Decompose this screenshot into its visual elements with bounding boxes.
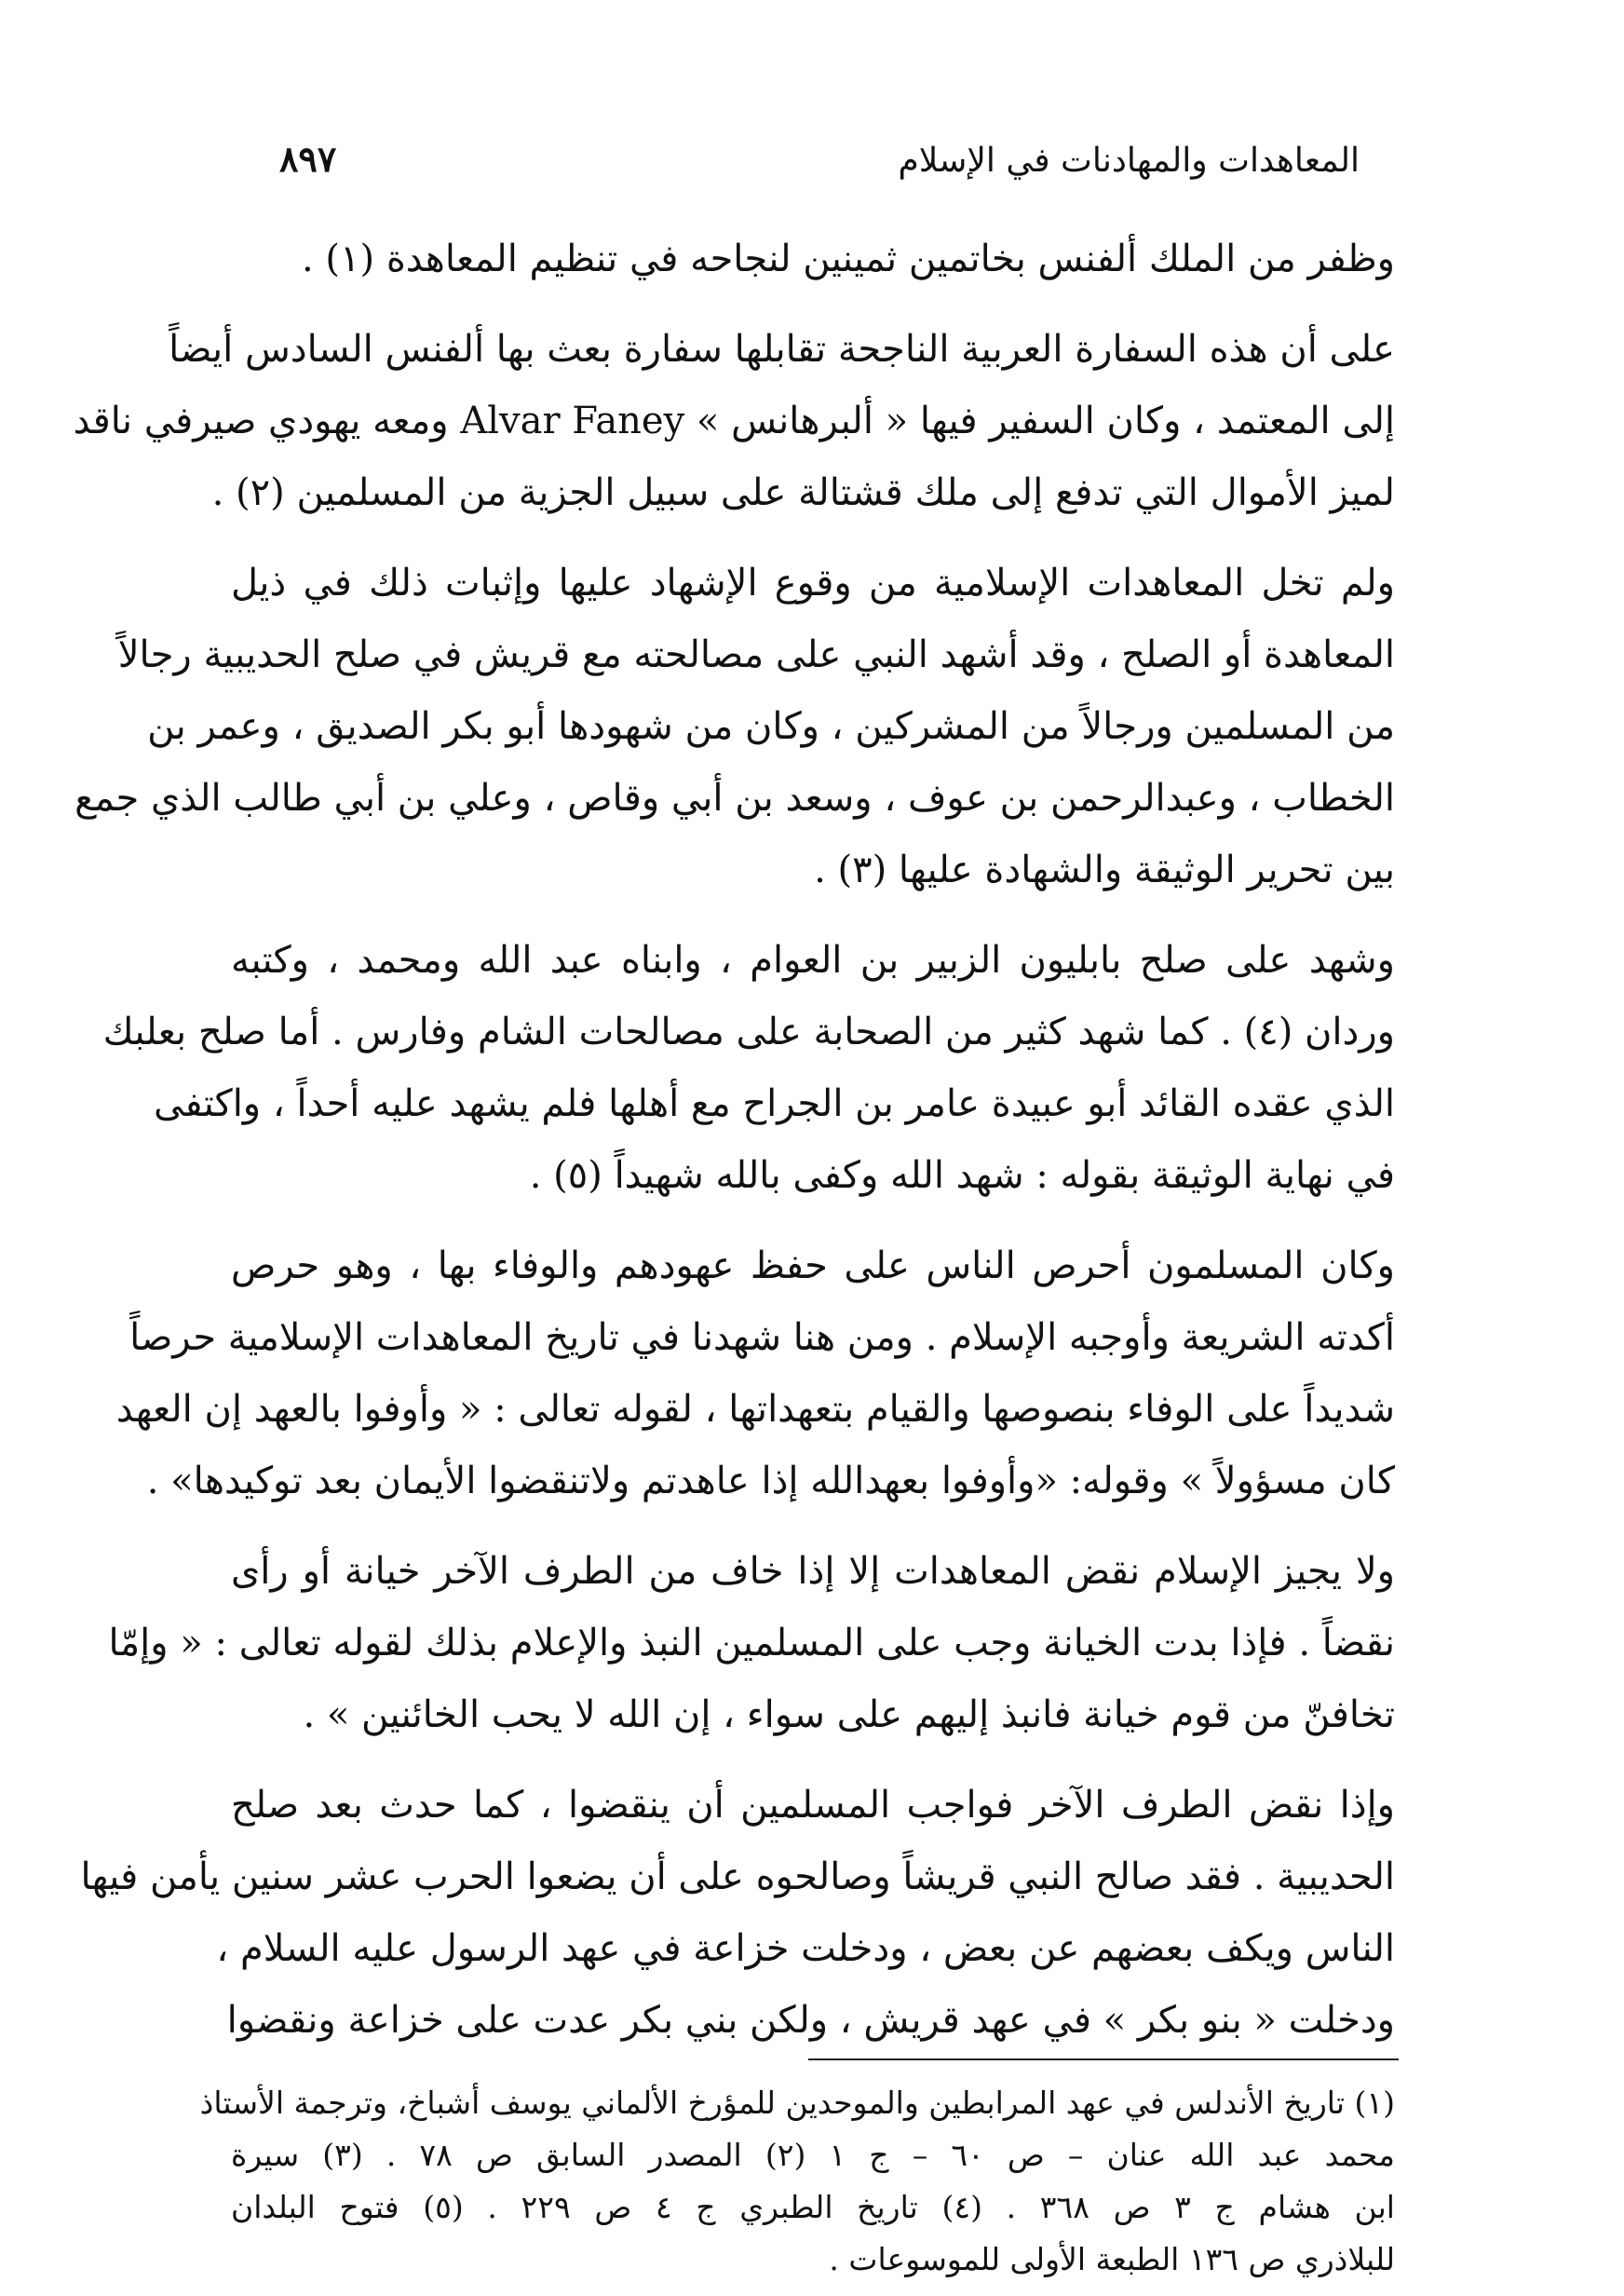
running-title: المعاهدات والمهادنات في الإسلام xyxy=(898,142,1360,180)
paragraph-gap xyxy=(231,1517,1395,1536)
footnotes xyxy=(199,2077,1395,2286)
text-line: تخافنّ من قوم خيانة فانبذ إليهم على سواء ، إن الله لا يحب الخائنين » . xyxy=(303,1693,1395,1736)
text-line: الخطاب ، وعبدالرحمن بن عوف ، وسعد بن أبي وقاص ، وعلي بن أبي طالب الذي جمع xyxy=(74,777,1395,820)
text-line: على أن هذه السفارة العربية الناجحة تقابلها سفارة بعث بها ألفنس السادس أيضاً xyxy=(169,328,1395,371)
text-line: شديداً على الوفاء بنصوصها والقيام بتعهداتها ، لقوله تعالى : « وأوفوا بالعهد إن العهد xyxy=(115,1388,1395,1431)
footnote-line: محمد عبد الله عنان – ص ٦٠ – ج ١ (٢) المصدر السابق ص ٧٨ . (٣) سيرة xyxy=(231,2137,1395,2173)
paragraph-gap xyxy=(231,906,1395,925)
text-line: نقضاً . فإذا بدت الخيانة وجب على المسلمين النبذ والإعلام بذلك لقوله تعالى : « وإمّا xyxy=(108,1622,1395,1664)
page-number: ٨٩٧ xyxy=(279,138,337,180)
paragraph-gap xyxy=(231,529,1395,548)
text-line: من المسلمين ورجالاً من المشركين ، وكان من شهودها أبو بكر الصديق ، وعمر بن xyxy=(147,705,1395,748)
text-line: الذي عقده القائد أبو عبيدة عامر بن الجراح مع أهلها فلم يشهد عليه أحداً ، واكتفى xyxy=(154,1082,1395,1125)
text-line: وإذا نقض الطرف الآخر فواجب المسلمين أن ينقضوا ، كما حدث بعد صلح xyxy=(231,1784,1395,1827)
body-text xyxy=(73,224,1395,2057)
paragraph-gap xyxy=(231,295,1395,314)
text-line: وردان (٤) . كما شهد كثير من الصحابة على مصالحات الشام وفارس . أما صلح بعلبك xyxy=(102,1011,1395,1053)
footnote-divider xyxy=(808,2058,1399,2060)
text-line: إلى المعتمد ، وكان السفير فيها « ألبرهانس » Alvar Faney ومعه يهودي صيرفي ناقد xyxy=(73,400,1395,442)
text-line: لميز الأموال التي تدفع إلى ملك قشتالة على سبيل الجزية من المسلمين (٢) . xyxy=(211,471,1395,514)
footnote-line: ابن هشام ج ٣ ص ٣٦٨ . (٤) تاريخ الطبري ج ٤ ص ٢٢٩ . (٥) فتوح البلدان xyxy=(231,2189,1395,2225)
text-line: الحديبية . فقد صالح النبي قريشاً وصالحوه على أن يضعوا الحرب عشر سنين يأمن فيها xyxy=(80,1855,1395,1898)
paragraph xyxy=(74,548,1395,906)
footnote-line: (١) تاريخ الأندلس في عهد المرابطين والموحدين للمؤرخ الألماني يوسف أشباخ، وترجمة الأستاذ xyxy=(199,2085,1395,2121)
text-line: ولا يجيز الإسلام نقض المعاهدات إلا إذا خاف من الطرف الآخر خيانة أو رأى xyxy=(231,1550,1395,1593)
text-line: أكدته الشريعة وأوجبه الإسلام . ومن هنا شهدنا في تاريخ المعاهدات الإسلامية حرصاً xyxy=(129,1316,1395,1359)
text-line: بين تحرير الوثيقة والشهادة عليها (٣) . xyxy=(814,849,1395,891)
text-line: وظفر من الملك ألفنس بخاتمين ثمينين لنجاحه في تنظيم المعاهدة (١) . xyxy=(302,238,1395,280)
paragraph-gap xyxy=(231,1212,1395,1230)
page-header xyxy=(279,138,1360,194)
paragraph xyxy=(102,925,1395,1212)
footnote-line: للبلاذري ص ١٣٦ الطبعة الأولى للموسوعات . xyxy=(829,2241,1395,2277)
text-line: وكان المسلمون أحرص الناس على حفظ عهودهم والوفاء بها ، وهو حرص xyxy=(231,1244,1395,1287)
text-line: ودخلت « بنو بكر » في عهد قريش ، ولكن بني بكر عدت على خزاعة ونقضوا xyxy=(226,1999,1395,2042)
paragraph xyxy=(80,1770,1395,2057)
text-line: المعاهدة أو الصلح ، وقد أشهد النبي على مصالحته مع قريش في صلح الحديبية رجالاً xyxy=(117,633,1395,676)
paragraph xyxy=(108,1536,1395,1751)
text-line: ولم تخل المعاهدات الإسلامية من وقوع الإشهاد عليها وإثبات ذلك في ذيل xyxy=(231,562,1395,605)
paragraph-gap xyxy=(231,1751,1395,1770)
text-line: وشهد على صلح بابليون الزبير بن العوام ، وابناه عبد الله ومحمد ، وكتبه xyxy=(231,939,1395,982)
text-line: الناس ويكف بعضهم عن بعض ، ودخلت خزاعة في عهد الرسول عليه السلام ، xyxy=(216,1927,1395,1970)
paragraph xyxy=(73,314,1395,529)
paragraph xyxy=(231,224,1395,295)
text-line: كان مسؤولاً » وقوله: «وأوفوا بعهدالله إذا عاهدتم ولاتنقضوا الأيمان بعد توكيدها» . xyxy=(146,1460,1395,1502)
text-line: في نهاية الوثيقة بقوله : شهد الله وكفى بالله شهيداً (٥) . xyxy=(529,1154,1395,1197)
paragraph xyxy=(115,1230,1395,1517)
